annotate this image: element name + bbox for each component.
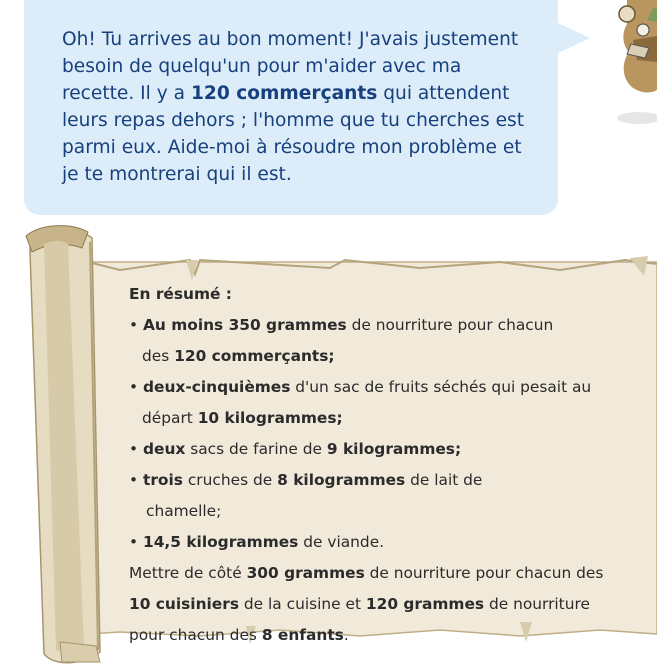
summary-item-4: • trois cruches de 8 kilogrammes de lait de bbox=[129, 471, 483, 489]
chef-character-icon bbox=[587, 0, 657, 130]
summary-item-4-cont: chamelle; bbox=[146, 502, 222, 520]
summary-item-2-cont: départ 10 kilogrammes; bbox=[142, 409, 343, 427]
summary-note-line-1: Mettre de côté 300 grammes de nourriture pour chacun des bbox=[129, 564, 604, 582]
summary-scroll bbox=[0, 222, 657, 669]
summary-item-1: • Au moins 350 grammes de nourriture pour chacun bbox=[129, 316, 554, 334]
dialog-text: Oh! Tu arrives au bon moment! J'avais justement besoin de quelqu'un pour m'aider avec ma recette. Il y a 120 commerçants qui attendent leurs repas dehors ; l'homme que tu cherches est parmi eux. Aide-moi à résoudre mon problème et je te montrerai qui il est. bbox=[62, 29, 525, 185]
summary-item-3: • deux sacs de farine de 9 kilogrammes; bbox=[129, 440, 462, 458]
summary-title: En résumé : bbox=[129, 285, 232, 303]
summary-item-1-cont: des 120 commerçants; bbox=[142, 347, 335, 365]
speech-bubble bbox=[24, 0, 558, 215]
summary-list bbox=[129, 279, 629, 651]
summary-note-line-2: 10 cuisiniers de la cuisine et 120 grammes de nourriture bbox=[129, 595, 590, 613]
summary-item-2: • deux-cinquièmes d'un sac de fruits séchés qui pesait au bbox=[129, 378, 592, 396]
speech-bubble-tail bbox=[556, 22, 590, 54]
summary-item-5: • 14,5 kilogrammes de viande. bbox=[129, 533, 385, 551]
summary-note-line-3: pour chacun des 8 enfants. bbox=[129, 626, 349, 644]
